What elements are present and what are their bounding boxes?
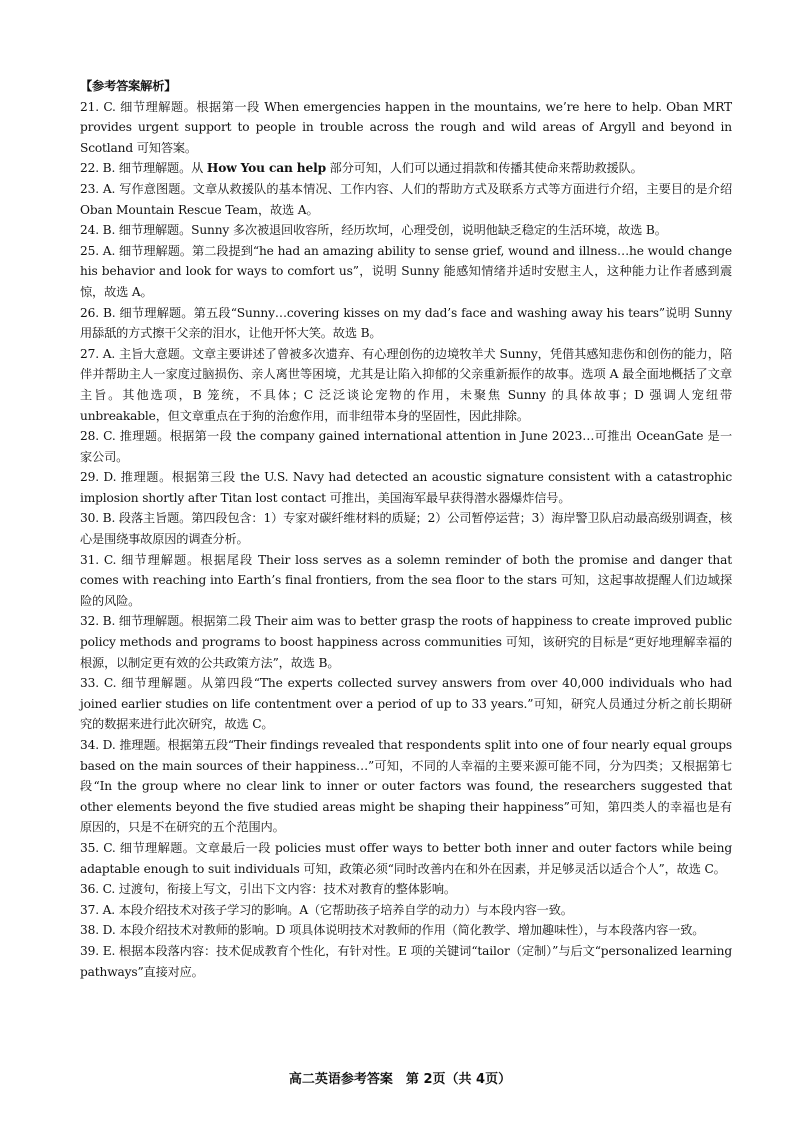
answer-item: [80, 220, 732, 241]
answer-text: 39. E. 根据本段落内容：技术促成教育个性化，有针对性。E 项的关键词“tailor（定制）”与后文“personalized learning pathways”直接对应。: [80, 943, 732, 979]
answer-item: [80, 920, 732, 941]
answer-text: 26. B. 细节理解题。第五段“Sunny…covering kisses on my dad’s face and washing away his tears”说明 Sunny 用舔舐的方式擦干父亲的泪水，让他开怀大笑。故选 B。: [80, 305, 732, 341]
section-heading: 【参考答案解析】: [80, 79, 177, 93]
answer-item: [80, 879, 732, 900]
answer-text-continued: 部分可知，人们可以通过捐款和传播其使命来帮助救援队。: [325, 161, 643, 176]
answer-item: [80, 900, 732, 921]
answer-item: [80, 550, 732, 612]
answer-item: [80, 241, 732, 303]
answer-text: 34. D. 推理题。根据第五段“Their findings revealed that respondents split into one of four nearly equal groups based on the main sources of their happiness…”可知，不同的人幸福的主要来源可能不同，分为四类；又根据第七段“In the group where no clear link to inner or outer factors was found, the researchers suggested that other elements beyond the five studied areas might be shaping their happiness”可知，第四类人的幸福也是有原因的，只是不在研究的五个范围内。: [80, 738, 732, 835]
answer-item: [80, 467, 732, 508]
answer-item: [80, 508, 732, 549]
answer-text: 33. C. 细节理解题。从第四段“The experts collected survey answers from over 40,000 individuals who had joined earlier studies on life contentment over a period of up to 33 years.”可知，研究人员通过分析之前长期研究的数据来进行此次研究，故选 C。: [80, 676, 732, 732]
answer-text: 27. A. 主旨大意题。文章主要讲述了曾被多次遗弃、有心理创伤的边境牧羊犬 Sunny，凭借其感知悲伤和创伤的能力，陪伴并帮助主人一家度过脑损伤、亲人离世等困境，尤其是让陷入抑郁的父亲重新振作的故事。选项 A 最全面地概括了文章主旨。其他选项，B 笼统，不具体；C 泛泛谈论宠物的作用，未聚焦 Sunny 的具体故事；D 强调人宠纽带 unbreakable，但文章重点在于狗的治愈作用，而非纽带本身的坚固性，因此排除。: [80, 346, 732, 423]
answer-text: 31. C. 细节理解题。根据尾段 Their loss serves as a solemn reminder of both the promise and danger that comes with reaching into Earth’s final frontiers, from the sea floor to the stars 可知，这起事故提醒人们边域探险的风险。: [80, 552, 732, 608]
answer-text: 32. B. 细节理解题。根据第二段 Their aim was to better grasp the roots of happiness to create improved public policy methods and programs to boost happiness across communities 可知，该研究的目标是“更好地理解幸福的根源，以制定更有效的公共政策方法”，故选 B。: [80, 614, 732, 670]
answer-text: 37. A. 本段介绍技术对孩子学习的影响。A（它帮助孩子培养自学的动力）与本段内容一致。: [80, 902, 573, 917]
answer-item: [80, 673, 732, 735]
answer-item: [80, 158, 732, 179]
answer-text: 28. C. 推理题。根据第一段 the company gained international attention in June 2023…可推出 OceanGate 是一家公司。: [80, 429, 732, 464]
answer-text: 29. D. 推理题。根据第三段 the U.S. Navy had detected an acoustic signature consistent with a catastrophic implosion shortly after Titan lost contact 可推出，美国海军最早获得潜水器爆炸信号。: [80, 470, 732, 505]
answer-text: 24. B. 细节理解题。Sunny 多次被退回收容所，经历坎坷，心理受创，说明他缺乏稳定的生活环境，故选 B。: [80, 223, 667, 238]
answer-list: [80, 97, 732, 983]
answer-item: [80, 838, 732, 879]
answer-text: 22. B. 细节理解题。从: [80, 161, 207, 176]
answer-item: [80, 611, 732, 673]
answer-bold-text: How You can help: [206, 161, 326, 176]
page-footer: 高二英语参考答案 第 2页（共 4页）: [288, 1072, 512, 1087]
answer-text: 23. A. 写作意图题。文章从救援队的基本情况、工作内容、人们的帮助方式及联系方式等方面进行介绍，主要目的是介绍 Oban Mountain Rescue Team，故选 A。: [80, 181, 732, 217]
answer-item: [80, 735, 732, 838]
answer-text: 36. C. 过渡句，衔接上写文，引出下文内容：技术对教育的整体影响。: [80, 882, 456, 897]
answer-key-content: [80, 76, 732, 982]
answer-text: 25. A. 细节理解题。第二段提到“he had an amazing ability to sense grief, wound and illness…he would change his behavior and look for ways to comfort us”，说明 Sunny 能感知情绪并适时安慰主人，这种能力让作者感到震惊，故选 A。: [80, 243, 732, 299]
answer-item: [80, 97, 732, 159]
answer-text: 35. C. 细节理解题。文章最后一段 policies must offer ways to better both inner and outer factors while being adaptable enough to suit individuals 可知，政策必须“同时改善内在和外在因素，并足够灵活以适合个人”，故选 C。: [80, 840, 732, 876]
answer-text: 21. C. 细节理解题。根据第一段 When emergencies happen in the mountains, we’re here to help. Oban MRT provides urgent support to people in trouble across the rough and wild areas of Argyll and beyond in Scotland 可知答案。: [80, 99, 732, 155]
answer-item: [80, 426, 732, 467]
answer-item: [80, 303, 732, 344]
answer-text: 30. B. 段落主旨题。第四段包含：1）专家对碳纤维材料的质疑；2）公司暂停运营；3）海岸警卫队启动最高级别调查，核心是围绕事故原因的调查分析。: [80, 511, 732, 547]
answer-item: [80, 344, 732, 426]
answer-item: [80, 941, 732, 982]
answer-item: [80, 179, 732, 220]
answer-text: 38. D. 本段介绍技术对教师的影响。D 项具体说明技术对教师的作用（简化教学、增加趣味性），与本段落内容一致。: [80, 923, 705, 938]
